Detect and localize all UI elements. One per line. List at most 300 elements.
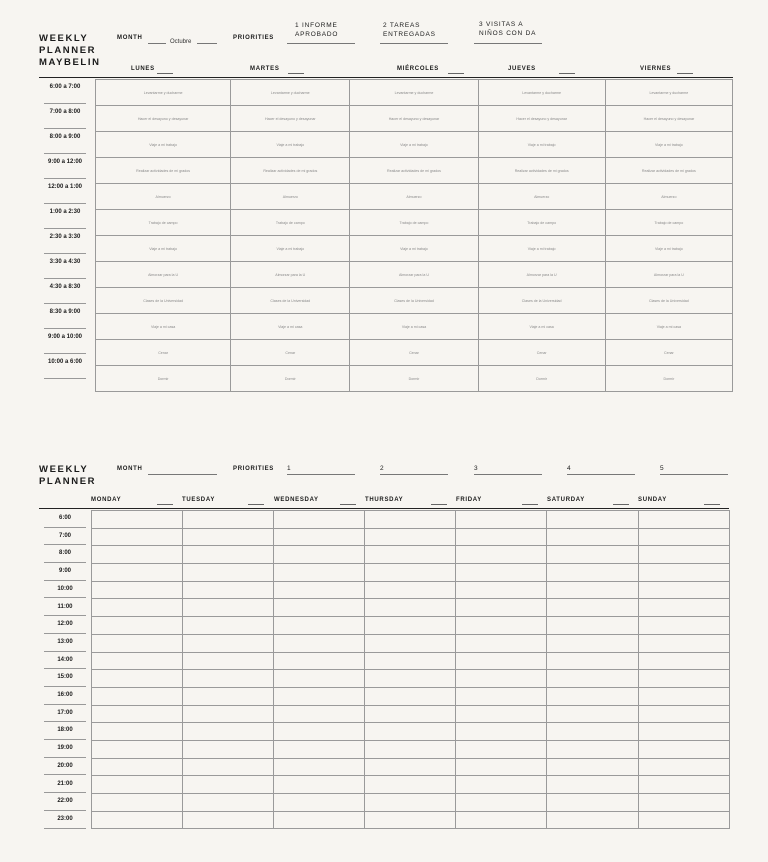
planner2-row [92,528,730,546]
planner2-month-input[interactable] [148,474,217,475]
planner1-cell[interactable]: Cenar [350,340,478,366]
planner2-cell[interactable] [183,670,274,688]
planner2-cell[interactable] [365,617,456,635]
planner2-cell[interactable] [274,776,365,794]
planner1-time-slot: 9:00 a 12:00 [44,154,86,179]
planner1-cell[interactable]: Viaje a mi casa [96,314,231,340]
planner1-day-header: MIÉRCOLES [397,66,439,72]
planner2-priority-input[interactable] [567,474,635,475]
planner1-cell[interactable]: Dormir [96,366,231,392]
planner2-cell[interactable] [638,705,729,723]
planner2-row [92,776,730,794]
planner2-cell[interactable] [638,776,729,794]
planner2-cell[interactable] [547,599,638,617]
planner1-month-line-left [148,43,166,44]
planner1-cell[interactable]: Cenar [478,340,605,366]
planner2-cell[interactable] [638,634,729,652]
planner2-cell[interactable] [638,652,729,670]
planner2-priority-number: 5 [660,465,665,472]
planner2-day-line [248,504,264,505]
planner2-cell[interactable] [183,794,274,812]
planner2-cell[interactable] [183,740,274,758]
planner1-cell[interactable]: Viaje a mi trabajo [231,132,350,158]
planner2-row [92,758,730,776]
planner2-time-slot: 10:00 [44,581,86,599]
planner1-cell[interactable]: Hacer el desayuno y desayunar [605,106,732,132]
planner1-priority-2-line [380,43,448,44]
planner2-day-header: WEDNESDAY [274,497,319,503]
planner2-cell[interactable] [547,794,638,812]
planner2-time-slot: 6:00 [44,510,86,528]
planner1-cell[interactable]: Viaje a mi trabajo [478,132,605,158]
planner2-cell[interactable] [274,670,365,688]
planner1-row [96,210,733,236]
planner2-cell[interactable] [183,617,274,635]
planner2-time-slot: 7:00 [44,528,86,546]
planner2-row [92,687,730,705]
planner1-cell[interactable]: Realizar actividades de mi grados [605,158,732,184]
planner2-cell[interactable] [183,634,274,652]
planner2-cell[interactable] [638,687,729,705]
planner2-cell[interactable] [365,546,456,564]
planner2-cell[interactable] [456,617,547,635]
planner2-row [92,794,730,812]
planner2-cell[interactable] [365,687,456,705]
planner1-cell[interactable]: Cenar [231,340,350,366]
planner1-time-slot: 2:30 a 3:30 [44,229,86,254]
planner2-cell[interactable] [274,528,365,546]
planner1-cell[interactable]: Hacer el desayuno y desayunar [350,106,478,132]
planner2-time-slot: 18:00 [44,722,86,740]
planner2-cell[interactable] [547,546,638,564]
planner2-cell[interactable] [456,670,547,688]
planner2-time-slot: 16:00 [44,687,86,705]
planner1-row [96,184,733,210]
planner2-cell[interactable] [365,652,456,670]
planner1-cell[interactable]: Hacer el desayuno y desayunar [231,106,350,132]
planner2-cell[interactable] [274,546,365,564]
planner2-cell[interactable] [92,581,183,599]
planner2-title: WEEKLY PLANNER [39,464,97,487]
planner2-cell[interactable] [92,758,183,776]
planner2-cell[interactable] [365,811,456,829]
planner2-cell[interactable] [547,564,638,582]
planner2-time-slot: 13:00 [44,634,86,652]
planner2-cell[interactable] [92,634,183,652]
planner2-cell[interactable] [274,687,365,705]
planner1-cell[interactable]: Almuerzo [350,184,478,210]
planner2-day-header: SUNDAY [638,497,667,503]
planner2-cell[interactable] [274,634,365,652]
planner2-cell[interactable] [92,617,183,635]
planner2-row [92,723,730,741]
planner2-cell[interactable] [365,564,456,582]
planner2-month-label: MONTH [117,466,143,472]
planner2-cell[interactable] [274,794,365,812]
planner2-row [92,705,730,723]
planner2-row [92,511,730,529]
planner2-cell[interactable] [638,670,729,688]
planner2-cell[interactable] [365,705,456,723]
planner1-cell[interactable]: Realizar actividades de mi grados [350,158,478,184]
planner1-row [96,366,733,392]
planner2-cell[interactable] [547,723,638,741]
planner1-time-slot: 12:00 a 1:00 [44,179,86,204]
planner1-time-slot: 7:00 a 8:00 [44,104,86,129]
planner2-cell[interactable] [92,687,183,705]
planner2-row [92,546,730,564]
planner1-cell[interactable]: Clases de la Universidad [350,288,478,314]
planner1-time-slot: 1:00 a 2:30 [44,204,86,229]
planner2-cell[interactable] [638,758,729,776]
planner2-cell[interactable] [638,794,729,812]
planner2-cell[interactable] [365,723,456,741]
planner2-day-header: MONDAY [91,497,122,503]
planner1-cell[interactable]: Cenar [605,340,732,366]
planner1-day-header: VIERNES [640,66,672,72]
planner2-row [92,740,730,758]
planner2-cell[interactable] [638,528,729,546]
planner2-cell[interactable] [547,776,638,794]
planner1-cell[interactable]: Dormir [605,366,732,392]
planner1-cell[interactable]: Hacer el desayuno y desayunar [96,106,231,132]
planner2-time-slot: 21:00 [44,776,86,794]
planner2-cell[interactable] [183,511,274,529]
planner2-priorities-label: PRIORITIES [233,466,275,472]
planner1-priorities-label: PRIORITIES [233,35,275,41]
planner2-cell[interactable] [92,740,183,758]
planner2-time-slot: 17:00 [44,705,86,723]
planner2-row [92,564,730,582]
planner2-cell[interactable] [365,794,456,812]
planner1-priority-3[interactable]: 3 VISITAS A NIÑOS CON DA [479,21,537,37]
planner2-priority-number: 1 [287,465,292,472]
planner1-priority-2[interactable]: 2 TAREAS ENTREGADAS [383,22,436,38]
planner1-row [96,80,733,106]
planner1-cell[interactable]: Dormir [231,366,350,392]
planner1-cell[interactable]: Viaje a mi trabajo [350,132,478,158]
planner2-cell[interactable] [183,687,274,705]
planner2-time-slot: 23:00 [44,811,86,829]
planner2-cell[interactable] [365,528,456,546]
planner1-day-line [677,73,693,74]
planner2-time-slot: 8:00 [44,545,86,563]
planner2-row [92,599,730,617]
planner1-cell[interactable]: Viaje a mi trabajo [350,236,478,262]
planner2-priority-input[interactable] [287,474,355,475]
planner1-day-header: MARTES [250,66,280,72]
planner1-time-slot: 6:00 a 7:00 [44,79,86,104]
planner1-cell[interactable]: Viaje a mi trabajo [605,132,732,158]
planner2-cell[interactable] [92,723,183,741]
planner2-cell[interactable] [92,546,183,564]
planner1-time-slot: 10:00 a 6:00 [44,354,86,379]
planner2-cell[interactable] [456,581,547,599]
planner1-cell[interactable]: Viaje a mi trabajo [605,236,732,262]
planner1-cell[interactable]: Levantarme y ducharme [96,80,231,106]
planner2-row [92,617,730,635]
planner2-cell[interactable] [638,723,729,741]
planner1-day-line [448,73,464,74]
planner2-day-header: SATURDAY [547,497,585,503]
planner1-cell[interactable]: Almorzar para la U [96,262,231,288]
planner2-cell[interactable] [92,652,183,670]
planner1-time-slot: 3:30 a 4:30 [44,254,86,279]
planner1-month-value[interactable]: Octubre [170,39,192,45]
planner2-cell[interactable] [547,511,638,529]
planner1-time-slot: 8:00 a 9:00 [44,129,86,154]
planner2-header-rule [39,508,729,509]
planner1-cell[interactable]: Realizar actividades de mi grados [231,158,350,184]
planner2-cell[interactable] [274,811,365,829]
planner2-cell[interactable] [274,758,365,776]
planner2-cell[interactable] [547,740,638,758]
planner2-cell[interactable] [274,581,365,599]
planner2-cell[interactable] [274,705,365,723]
planner2-day-line [613,504,629,505]
planner2-cell[interactable] [183,758,274,776]
planner2-priority-number: 3 [474,465,479,472]
planner2-day-line [157,504,173,505]
planner1-row [96,340,733,366]
planner2-cell[interactable] [547,617,638,635]
planner1-day-line [559,73,575,74]
planner2-cell[interactable] [547,811,638,829]
planner1-day-header: JUEVES [508,66,536,72]
planner2-cell[interactable] [547,670,638,688]
planner2-cell[interactable] [92,528,183,546]
planner1-row [96,314,733,340]
planner2-cell[interactable] [547,528,638,546]
planner2-cell[interactable] [456,687,547,705]
planner2-time-slot: 15:00 [44,669,86,687]
planner1-cell[interactable]: Realizar actividades de mi grados [96,158,231,184]
planner2-cell[interactable] [183,723,274,741]
planner1-row [96,106,733,132]
planner2-time-slot: 20:00 [44,758,86,776]
planner1-cell[interactable]: Viaje a mi trabajo [96,236,231,262]
planner1-row [96,288,733,314]
planner2-cell[interactable] [456,528,547,546]
planner1-day-header: LUNES [131,66,155,72]
planner1-cell[interactable]: Levantarme y ducharme [605,80,732,106]
planner1-time-slot: 8:30 a 9:00 [44,304,86,329]
planner1-priority-1[interactable]: 1 INFORME APROBADO [295,22,339,38]
planner1-month-label: MONTH [117,35,143,41]
planner1-cell[interactable]: Viaje a mi trabajo [478,236,605,262]
planner2-priority-input[interactable] [660,474,728,475]
planner2-cell[interactable] [183,599,274,617]
planner1-cell[interactable]: Cenar [96,340,231,366]
planner2-cell[interactable] [638,599,729,617]
planner2-cell[interactable] [92,794,183,812]
planner2-cell[interactable] [274,511,365,529]
planner2-cell[interactable] [274,723,365,741]
planner2-time-slot: 22:00 [44,793,86,811]
planner2-cell[interactable] [638,564,729,582]
planner1-cell[interactable]: Viaje a mi trabajo [96,132,231,158]
planner1-cell[interactable]: Trabajo de campo [231,210,350,236]
planner1-cell[interactable]: Almuerzo [605,184,732,210]
planner1-cell[interactable]: Almorzar para la U [605,262,732,288]
planner2-time-slot: 11:00 [44,599,86,617]
planner2-cell[interactable] [274,617,365,635]
planner2-cell[interactable] [183,776,274,794]
planner1-cell[interactable]: Trabajo de campo [96,210,231,236]
planner2-cell[interactable] [547,581,638,599]
planner1-cell[interactable]: Almuerzo [231,184,350,210]
planner2-cell[interactable] [547,652,638,670]
planner2-cell[interactable] [183,528,274,546]
planner2-grid [91,510,730,829]
planner1-cell[interactable]: Trabajo de campo [605,210,732,236]
planner2-cell[interactable] [274,599,365,617]
planner2-cell[interactable] [183,546,274,564]
planner1-cell[interactable]: Viaje a mi casa [478,314,605,340]
planner2-cell[interactable] [456,758,547,776]
planner2-cell[interactable] [365,776,456,794]
planner2-cell[interactable] [638,546,729,564]
planner2-time-slot: 9:00 [44,563,86,581]
planner2-time-slot: 12:00 [44,616,86,634]
planner2-cell[interactable] [365,634,456,652]
planner1-cell[interactable]: Hacer el desayuno y desayunar [478,106,605,132]
planner2-day-header: FRIDAY [456,497,482,503]
planner2-cell[interactable] [183,564,274,582]
planner2-row [92,652,730,670]
planner2-cell[interactable] [638,740,729,758]
planner2-cell[interactable] [456,740,547,758]
planner1-cell[interactable]: Clases de la Universidad [96,288,231,314]
planner2-cell[interactable] [365,740,456,758]
planner1-cell[interactable]: Levantarme y ducharme [231,80,350,106]
planner1-time-slot: 9:00 a 10:00 [44,329,86,354]
planner1-cell[interactable]: Viaje a mi casa [231,314,350,340]
planner2-cell[interactable] [92,811,183,829]
planner2-day-line [704,504,720,505]
planner2-cell[interactable] [183,581,274,599]
planner2-cell[interactable] [456,634,547,652]
planner2-row [92,634,730,652]
planner1-row [96,132,733,158]
planner2-cell[interactable] [365,511,456,529]
planner1-cell[interactable]: Viaje a mi casa [605,314,732,340]
planner2-cell[interactable] [456,546,547,564]
planner2-cell[interactable] [638,511,729,529]
planner1-cell[interactable]: Realizar actividades de mi grados [478,158,605,184]
planner2-cell[interactable] [456,599,547,617]
planner1-cell[interactable]: Clases de la Universidad [605,288,732,314]
planner2-cell[interactable] [274,564,365,582]
planner1-row [96,262,733,288]
planner1-cell[interactable]: Viaje a mi casa [350,314,478,340]
planner2-cell[interactable] [547,758,638,776]
planner1-header-rule [39,77,733,78]
planner2-priority-input[interactable] [474,474,542,475]
planner1-title: WEEKLY PLANNER MAYBELIN [39,33,101,68]
planner1-row [96,158,733,184]
planner2-priority-input[interactable] [380,474,448,475]
planner1-day-line [157,73,173,74]
planner1-row [96,236,733,262]
planner2-cell[interactable] [92,670,183,688]
planner2-cell[interactable] [547,705,638,723]
planner1-cell[interactable]: Dormir [478,366,605,392]
planner2-cell[interactable] [92,511,183,529]
planner1-cell[interactable]: Clases de la Universidad [231,288,350,314]
planner1-cell[interactable]: Almuerzo [96,184,231,210]
planner2-cell[interactable] [365,758,456,776]
planner2-cell[interactable] [456,811,547,829]
planner1-cell[interactable]: Almorzar para la U [231,262,350,288]
planner2-cell[interactable] [456,794,547,812]
planner2-cell[interactable] [92,776,183,794]
planner1-cell[interactable]: Almorzar para la U [478,262,605,288]
planner1-cell[interactable]: Trabajo de campo [350,210,478,236]
planner2-cell[interactable] [456,776,547,794]
planner2-priority-number: 2 [380,465,385,472]
planner2-row [92,670,730,688]
planner2-cell[interactable] [365,670,456,688]
planner2-cell[interactable] [92,599,183,617]
planner2-day-line [522,504,538,505]
planner2-cell[interactable] [183,652,274,670]
planner2-row [92,581,730,599]
planner1-priority-3-line [474,43,542,44]
planner1-cell[interactable]: Clases de la Universidad [478,288,605,314]
planner1-cell[interactable]: Almorzar para la U [350,262,478,288]
planner1-day-line [288,73,304,74]
planner2-cell[interactable] [547,687,638,705]
planner2-cell[interactable] [456,652,547,670]
planner2-cell[interactable] [456,723,547,741]
planner2-cell[interactable] [92,564,183,582]
planner2-cell[interactable] [274,740,365,758]
planner2-day-line [431,504,447,505]
planner1-cell[interactable]: Levantarme y ducharme [350,80,478,106]
planner1-cell[interactable]: Trabajo de campo [478,210,605,236]
planner1-cell[interactable]: Dormir [350,366,478,392]
planner2-cell[interactable] [638,811,729,829]
planner2-day-header: TUESDAY [182,497,216,503]
planner1-time-slot: 4:30 a 8:30 [44,279,86,304]
planner2-day-header: THURSDAY [365,497,404,503]
planner1-priority-1-line [287,43,355,44]
planner2-priority-number: 4 [567,465,572,472]
planner2-cell[interactable] [638,581,729,599]
planner2-cell[interactable] [92,705,183,723]
planner2-cell[interactable] [274,652,365,670]
planner2-day-line [340,504,356,505]
planner2-time-slot: 14:00 [44,652,86,670]
planner2-cell[interactable] [456,511,547,529]
planner1-cell[interactable]: Almuerzo [478,184,605,210]
planner2-cell[interactable] [183,705,274,723]
planner1-cell[interactable]: Viaje a mi trabajo [231,236,350,262]
planner2-row [92,811,730,829]
planner1-grid [95,79,733,392]
planner2-cell[interactable] [365,581,456,599]
planner2-cell[interactable] [183,811,274,829]
planner2-cell[interactable] [547,634,638,652]
planner2-cell[interactable] [456,564,547,582]
planner1-month-line-right [197,43,217,44]
planner2-cell[interactable] [365,599,456,617]
planner2-cell[interactable] [638,617,729,635]
planner2-time-slot: 19:00 [44,740,86,758]
planner2-cell[interactable] [456,705,547,723]
planner1-cell[interactable]: Levantarme y ducharme [478,80,605,106]
